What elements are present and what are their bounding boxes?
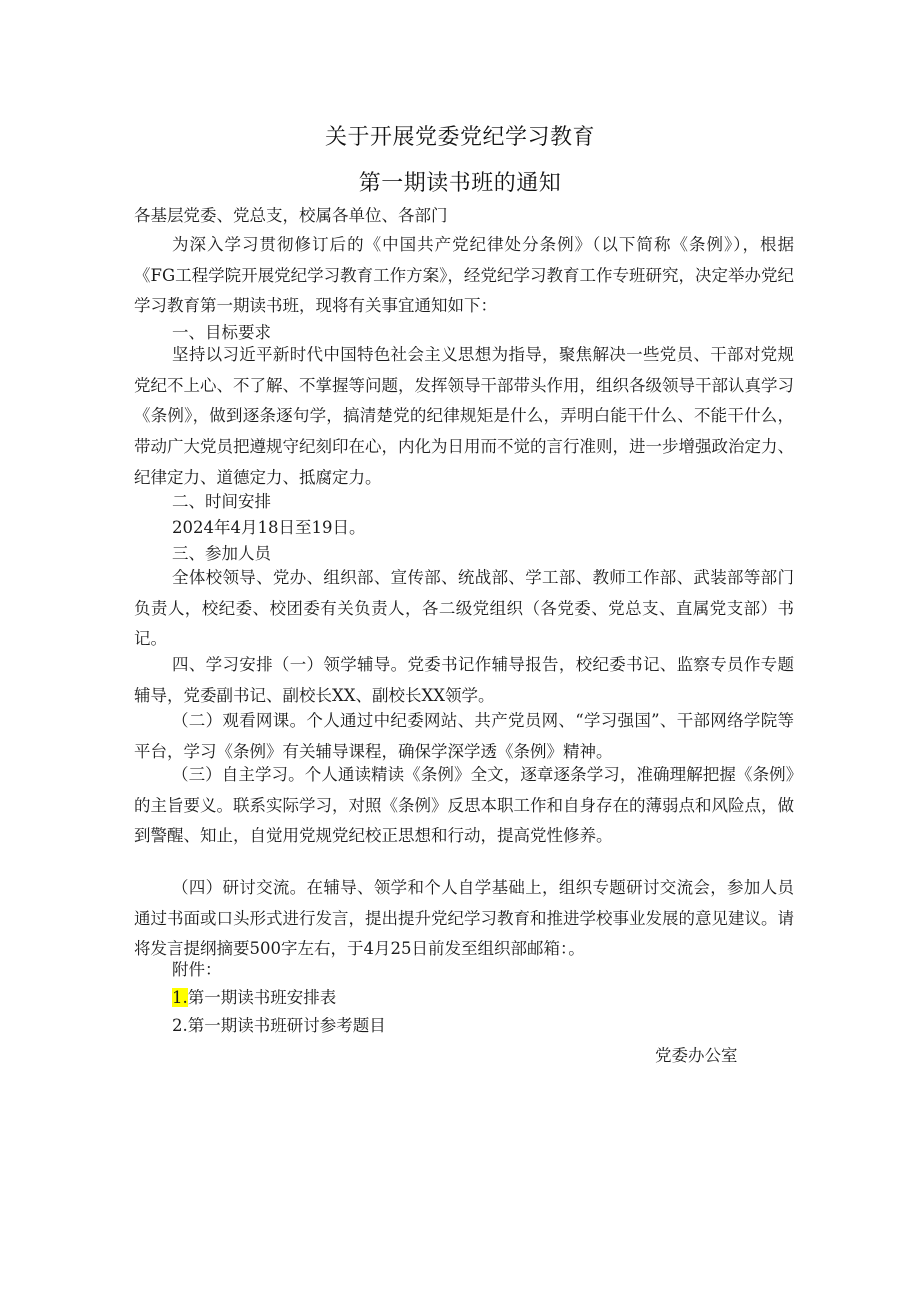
salutation: 各基层党委、党总支，校属各单位、各部门 xyxy=(134,206,448,225)
section3-heading: 三、参加人员 xyxy=(172,544,271,563)
section1-paragraph: 坚持以习近平新时代中国特色社会主义思想为指导，聚焦解决一些党员、干部对党规党纪不上心、不了解、不掌握等问题，发挥领导干部带头作用，组织各级领导干部认真学习《条例》，做到逐条逐句学，搞清楚党的纪律规矩是什么，弄明白能干什么、不能干什么，带动广大党员把遵规守纪刻印在心，内化为日用而不觉的言行准则，进一步增强政治定力、纪律定力、道德定力、抵腐定力。 xyxy=(134,345,794,487)
signature: 党委办公室 xyxy=(655,1046,738,1065)
document-title-line2: 第一期读书班的通知 xyxy=(358,171,562,196)
section2-heading: 二、时间安排 xyxy=(172,492,271,511)
attachment-1-number: 1. xyxy=(172,988,188,1007)
attachment-1 xyxy=(172,986,336,1010)
section2-paragraph: 2024年4月18日至19日。 xyxy=(172,518,366,537)
document-title-line1: 关于开展党委党纪学习教育 xyxy=(324,125,595,150)
section4-item4-paragraph: （四）研讨交流。在辅导、领学和个人自学基础上，组织专题研讨交流会，参加人员通过书面或口头形式进行发言，提出提升党纪学习教育和推进学校事业发展的意见建议。请将发言提纲摘要500字左右，于4月25日前发至组织部邮箱：。 xyxy=(134,878,794,959)
attachment-2: 2.第一期读书班研讨参考题目 xyxy=(172,1016,386,1035)
attachment-1-text: 第一期读书班安排表 xyxy=(187,988,337,1007)
section1-heading: 一、目标要求 xyxy=(172,323,271,342)
section4-item2-paragraph: （二）观看网课。个人通过中纪委网站、共产党员网、“学习强国”、干部网络学院等平台，学习《条例》有关辅导课程，确保学深学透《条例》精神。 xyxy=(134,711,794,761)
section3-paragraph: 全体校领导、党办、组织部、宣传部、统战部、学工部、教师工作部、武装部等部门负责人，校纪委、校团委有关负责人，各二级党组织（各党委、党总支、直属党支部）书记。 xyxy=(134,568,794,649)
attachments-label: 附件： xyxy=(172,960,222,979)
section4-item3-paragraph: （三）自主学习。个人通读精读《条例》全文，逐章逐条学习，准确理解把握《条例》的主旨要义。联系实际学习，对照《条例》反思本职工作和自身存在的薄弱点和风险点，做到警醒、知止，自觉用党规党纪校正思想和行动，提高党性修养。 xyxy=(134,765,794,846)
section4-item1-paragraph: 四、学习安排（一）领学辅导。党委书记作辅导报告，校纪委书记、监察专员作专题辅导，党委副书记、副校长XX、副校长XX领学。 xyxy=(134,655,794,705)
intro-paragraph: 为深入学习贯彻修订后的《中国共产党纪律处分条例》（以下简称《条例》），根据《FG工程学院开展党纪学习教育工作方案》，经党纪学习教育工作专班研究，决定举办党纪学习教育第一期读书班，现将有关事宜通知如下： xyxy=(134,235,794,316)
